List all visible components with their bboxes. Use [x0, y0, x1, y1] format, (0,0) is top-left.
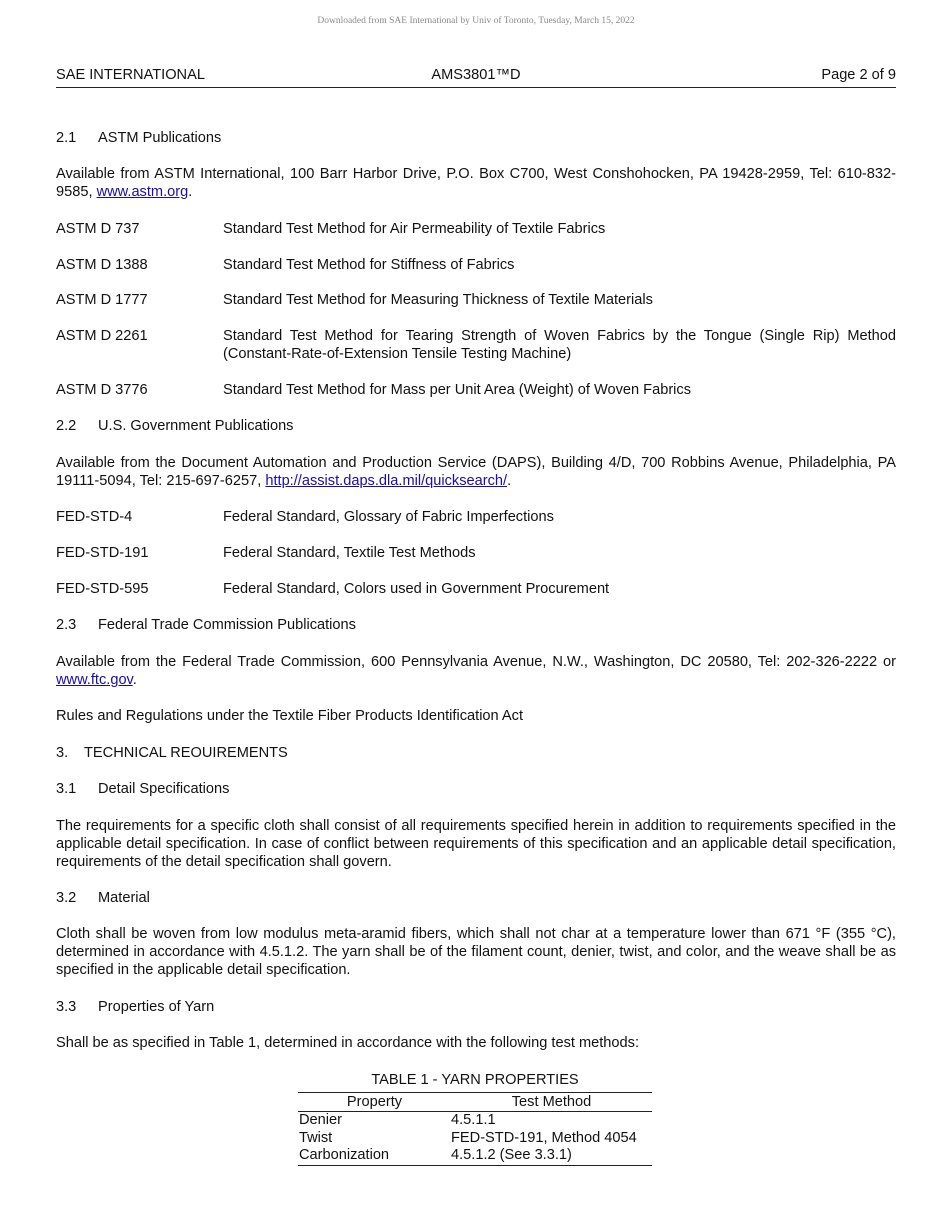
- reference-row: [56, 508, 896, 526]
- reference-row: [56, 220, 896, 238]
- reference-row: [56, 580, 896, 598]
- reference-description: Standard Test Method for Air Permeability of Textile Fabrics: [223, 221, 606, 237]
- reference-row: [56, 381, 896, 399]
- reference-row: [56, 291, 896, 309]
- section-2-3-availability: Available from the Federal Trade Commission, 600 Pennsylvania Avenue, N.W., Washington, DC 20580, Tel: 202-326-2222 or www.ftc.gov.: [56, 654, 896, 688]
- section-3-3-body: Shall be as specified in Table 1, determined in accordance with the following test methods:: [56, 1035, 640, 1051]
- section-2-2-heading: 2.2 U.S. Government Publications: [56, 418, 294, 434]
- table-header-row: [298, 1093, 652, 1112]
- reference-code: FED-STD-191: [56, 545, 149, 561]
- table-row: [298, 1130, 652, 1148]
- reference-code: FED-STD-595: [56, 581, 149, 597]
- reference-description: Federal Standard, Textile Test Methods: [223, 545, 476, 561]
- reference-description: Standard Test Method for Mass per Unit Area (Weight) of Woven Fabrics: [223, 382, 692, 398]
- section-3-3-heading: 3.3 Properties of Yarn: [56, 999, 215, 1015]
- table-cell-property: Denier: [299, 1112, 342, 1128]
- reference-row: [56, 256, 896, 274]
- reference-code: ASTM D 2261: [56, 328, 148, 344]
- section-2-1-availability: Available from ASTM International, 100 Barr Harbor Drive, P.O. Box C700, West Conshohocken, PA 19428-2959, Tel: 610-832-9585, www.astm.org.: [56, 166, 896, 200]
- table-cell-property: Twist: [299, 1129, 333, 1146]
- reference-code: ASTM D 1388: [56, 257, 148, 273]
- reference-description: Federal Standard, Glossary of Fabric Imperfections: [223, 509, 554, 525]
- rules-and-regulations: Rules and Regulations under the Textile Fiber Products Identification Act: [56, 708, 523, 724]
- section-3-1-body: The requirements for a specific cloth shall consist of all requirements specified herein in addition to requirements specified in the applicable detail specification. In case of conflict between requirements of this specification and an applicable detail specification, requirements of the detail specification shall govern.: [56, 818, 896, 870]
- column-header-property: Property: [298, 1093, 451, 1112]
- reference-row: [56, 327, 896, 363]
- section-2-3-heading: 2.3 Federal Trade Commission Publications: [56, 617, 356, 633]
- astm-website-link[interactable]: www.astm.org: [96, 184, 189, 200]
- reference-code: ASTM D 737: [56, 221, 140, 237]
- section-3-2-heading: 3.2 Material: [56, 890, 150, 906]
- reference-description: Federal Standard, Colors used in Government Procurement: [223, 581, 610, 597]
- table-row: [298, 1147, 652, 1165]
- header-page-number: Page 2 of 9: [821, 67, 896, 83]
- table-cell-test-method: 4.5.1.1: [451, 1112, 496, 1128]
- header-doc-id: AMS3801™D: [431, 67, 521, 83]
- table-row: [298, 1112, 652, 1130]
- column-header-test-method: Test Method: [451, 1093, 652, 1112]
- yarn-properties-table: [298, 1092, 652, 1166]
- reference-code: ASTM D 1777: [56, 292, 148, 308]
- reference-code: ASTM D 3776: [56, 382, 148, 398]
- download-watermark: Downloaded from SAE International by Univ of Toronto, Tuesday, March 15, 2022: [317, 16, 635, 26]
- reference-code: FED-STD-4: [56, 509, 133, 525]
- section-2-2-availability: Available from the Document Automation and Production Service (DAPS), Building 4/D, 700 Robbins Avenue, Philadelphia, PA 19111-5094, Tel: 215-697-6257, http://assist.daps.dla.mil/quicksearch/.: [56, 455, 896, 489]
- page-header: [56, 67, 896, 88]
- ftc-website-link[interactable]: www.ftc.gov: [56, 672, 133, 688]
- table-1-caption: TABLE 1 - YARN PROPERTIES: [371, 1072, 579, 1088]
- section-3-heading: 3. TECHNICAL REOUIREMENTS: [56, 745, 288, 761]
- table-cell-test-method: 4.5.1.2 (See 3.3.1): [451, 1147, 572, 1163]
- section-3-2-body: Cloth shall be woven from low modulus meta-aramid fibers, which shall not char at a temperature lower than 671 °F (355 °C), determined in accordance with 4.5.1.2. The yarn shall be of the filament count, denier, twist, and color, and the weave shall be as specified in the applicable detail specification.: [56, 926, 896, 978]
- reference-description: Standard Test Method for Stiffness of Fabrics: [223, 257, 515, 273]
- assist-website-link[interactable]: http://assist.daps.dla.mil/quicksearch/: [265, 473, 508, 489]
- table-cell-property: Carbonization: [299, 1147, 390, 1163]
- header-org: SAE INTERNATIONAL: [56, 67, 205, 83]
- document-page: [56, 0, 896, 1230]
- reference-description: Standard Test Method for Tearing Strength of Woven Fabrics by the Tongue (Single Rip) Method (Constant-Rate-of-Extension Tensile Testing Machine): [223, 328, 896, 362]
- section-3-1-heading: 3.1 Detail Specifications: [56, 781, 230, 797]
- reference-row: [56, 544, 896, 562]
- section-2-1-heading: 2.1 ASTM Publications: [56, 130, 222, 146]
- table-cell-test-method: FED-STD-191, Method 4054: [451, 1129, 637, 1146]
- reference-description: Standard Test Method for Measuring Thickness of Textile Materials: [223, 292, 653, 308]
